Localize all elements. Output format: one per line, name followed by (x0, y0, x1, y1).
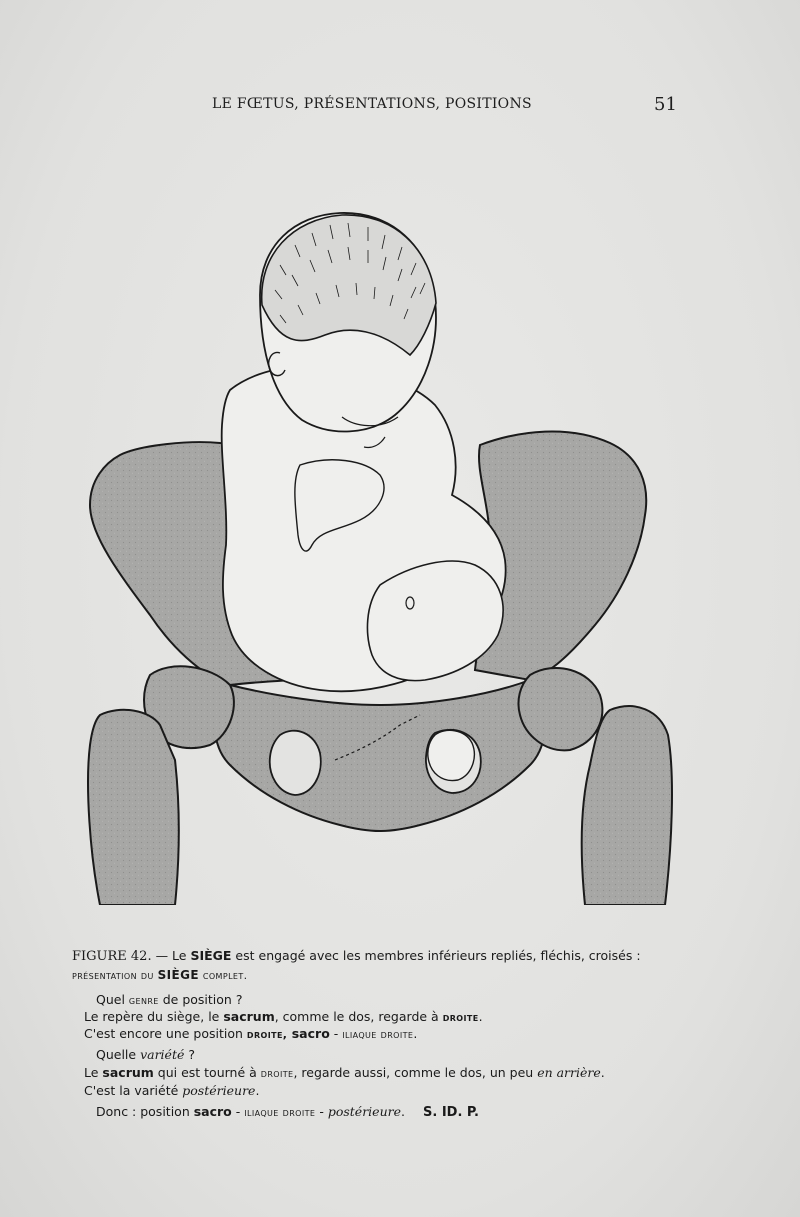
caption-text: . (600, 1065, 605, 1080)
caption-line-2 (72, 968, 248, 982)
caption-text: - (231, 1104, 245, 1119)
caption-text: est engagé avec les membres inférieurs repliés, fléchis, croisés : (231, 948, 641, 963)
caption-text: . (413, 1026, 418, 1041)
caption-emphasis: sacro (287, 1026, 330, 1041)
caption-text: Donc : position (96, 1104, 194, 1119)
caption-emphasis: droite (442, 1011, 479, 1024)
caption-emphasis: sacrum (102, 1065, 154, 1080)
caption-emphasis: SIÈGE (157, 968, 199, 982)
caption-emphasis: sacro (193, 1104, 232, 1119)
caption-line-3 (96, 992, 242, 1007)
caption-text: Le repère du siège, le (84, 1009, 224, 1024)
caption-line-7 (84, 1065, 605, 1080)
caption-text: Quelle (96, 1047, 141, 1062)
caption-emphasis: genre (128, 994, 159, 1007)
caption-emphasis: postérieure (182, 1083, 256, 1098)
page-number: 51 (654, 94, 677, 115)
caption-line-8 (84, 1083, 259, 1098)
left-obturator-foramen (270, 731, 321, 795)
caption-line-1 (72, 948, 641, 964)
right-femur (582, 706, 672, 905)
caption-text: - (329, 1026, 343, 1041)
caption-text: . (401, 1104, 405, 1119)
caption-text: C'est la variété (84, 1083, 183, 1098)
caption-emphasis: variété (140, 1047, 185, 1062)
caption-emphasis: iliaque droite (244, 1106, 316, 1119)
pelvic-ring (215, 680, 545, 831)
caption-emphasis: iliaque droite (342, 1028, 414, 1041)
caption-text: C'est encore une position (84, 1026, 247, 1041)
figure-label: FIGURE 42. (72, 949, 152, 964)
caption-text: , regarde aussi, comme le dos, un peu (293, 1065, 538, 1080)
caption-text: - (315, 1104, 328, 1119)
caption-emphasis: en arrière (537, 1065, 601, 1080)
caption-emphasis: droite (260, 1067, 294, 1080)
pelvis-with-fetus-illustration (80, 205, 680, 905)
caption-text: Le (84, 1065, 103, 1080)
caption-line-9 (96, 1104, 479, 1120)
caption-text: complet. (198, 969, 248, 982)
caption-line-6 (96, 1047, 195, 1062)
caption-emphasis: postérieure (327, 1104, 402, 1119)
caption-text: présentation du (72, 969, 158, 982)
caption-text: ? (184, 1047, 195, 1062)
caption-text: . (255, 1083, 260, 1098)
caption-text: , comme le dos, regarde à (274, 1009, 443, 1024)
left-femur (88, 710, 179, 905)
caption-text: qui est tourné à (153, 1065, 261, 1080)
caption-text: Quel (96, 992, 129, 1007)
running-header: LE FŒTUS, PRÉSENTATIONS, POSITIONS (212, 96, 532, 112)
caption-emphasis: sacrum (223, 1009, 275, 1024)
position-abbreviation: S. ID. P. (423, 1105, 479, 1120)
caption-text: de position ? (158, 992, 243, 1007)
caption-text: . (478, 1009, 483, 1024)
caption-text: — Le (151, 948, 191, 963)
caption-line-5 (84, 1026, 417, 1041)
caption-emphasis: droite, (246, 1028, 288, 1041)
caption-emphasis: SIÈGE (190, 948, 232, 963)
caption-line-4 (84, 1009, 483, 1024)
fetus-foot (428, 730, 475, 780)
